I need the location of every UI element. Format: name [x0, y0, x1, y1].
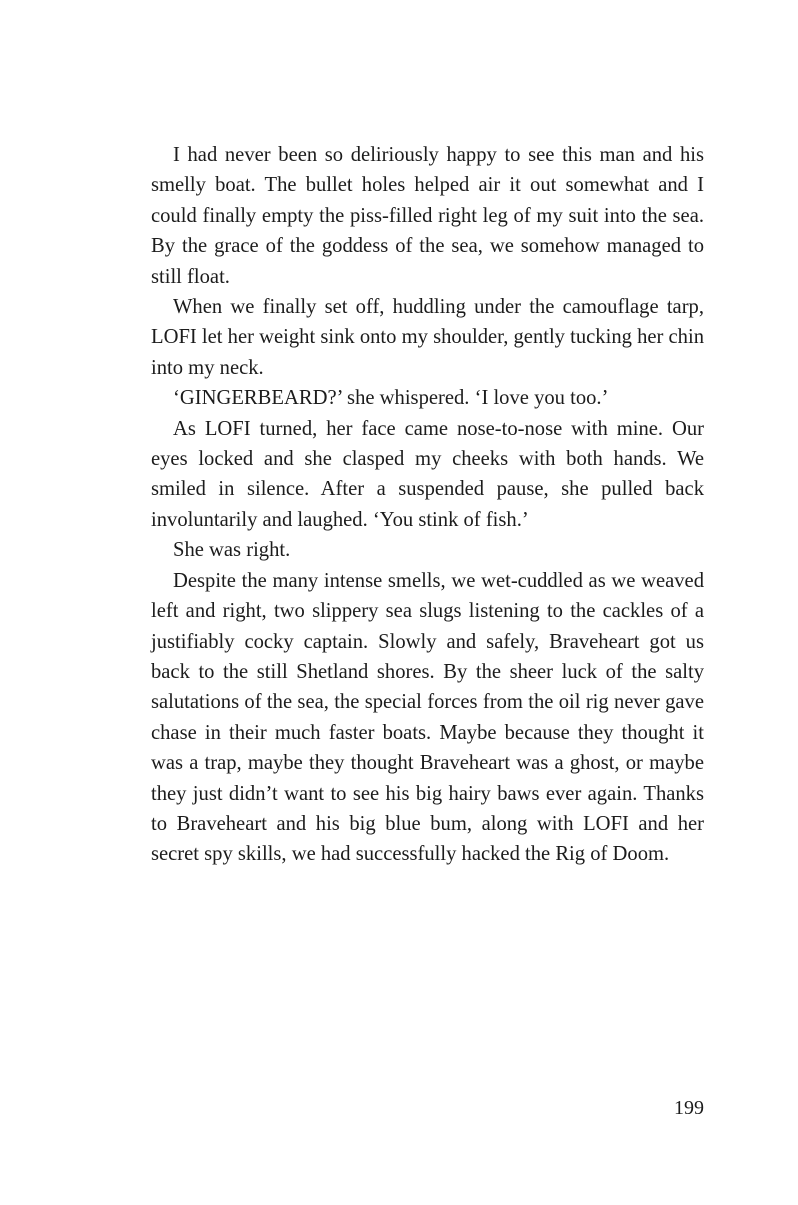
- paragraph-6: Despite the many intense smells, we wet-cuddled as we weaved left and right, two slippery sea slugs listening to the cackles of a justifiably cocky captain. Slowly and safely, Braveheart got us back to the still Shetland shores. By the sheer luck of the salty salutations of the sea, the special forces from the oil rig never gave chase in their much faster boats. Maybe because they thought it was a trap, maybe they thought Braveheart was a ghost, or maybe they just didn’t want to see his big hairy baws ever again. Thanks to Braveheart and his big blue bum, along with LOFI and her secret spy skills, we had successfully hacked the Rig of Doom.: [151, 569, 704, 866]
- paragraph-5: She was right.: [173, 539, 291, 562]
- paragraph-2: When we finally set off, huddling under the camouflage tarp, LOFI let her weight sink onto my shoulder, gently tucking her chin into my neck.: [151, 296, 704, 379]
- paragraph-3: ‘GINGERBEARD?’ she whispered. ‘I love you too.’: [173, 387, 609, 410]
- page-number: 199: [674, 1097, 704, 1119]
- body-text: [151, 140, 704, 870]
- paragraph-4: As LOFI turned, her face came nose-to-nose with mine. Our eyes locked and she clasped my cheeks with both hands. We smiled in silence. After a suspended pause, she pulled back involuntarily and laughed. ‘You stink of fish.’: [151, 417, 704, 531]
- paragraph-1: I had never been so deliriously happy to see this man and his smelly boat. The bullet holes helped air it out somewhat and I could finally empty the piss-filled right leg of my suit into the sea. By the grace of the goddess of the sea, we somehow managed to still float.: [151, 144, 704, 288]
